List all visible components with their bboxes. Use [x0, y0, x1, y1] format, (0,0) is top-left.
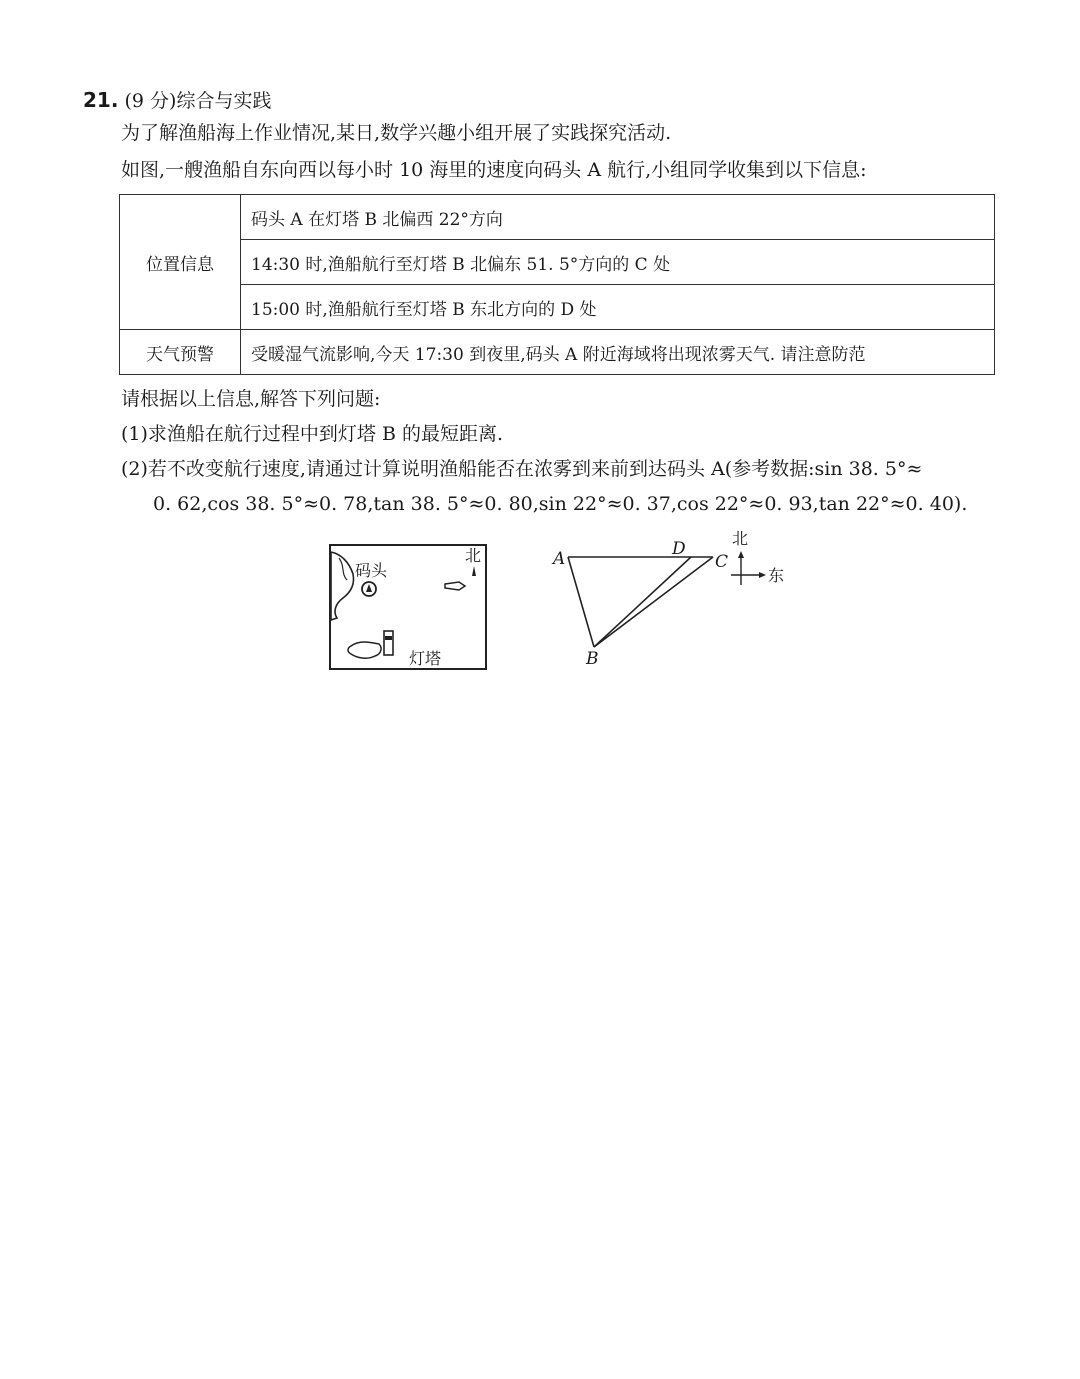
- question-header: 21. (9 分)综合与实践: [83, 88, 272, 112]
- north-label-left: 北: [465, 546, 482, 565]
- lighthouse-icon: [384, 631, 393, 655]
- lighthouse-band: [385, 636, 392, 640]
- weather-warning-label: 天气预警: [120, 330, 241, 375]
- point-B-label: B: [586, 649, 599, 669]
- position-row-1: 码头 A 在灯塔 B 北偏西 22°方向: [241, 195, 995, 240]
- description-text: 如图,一艘渔船自东向西以每小时 10 海里的速度向码头 A 航行,小组同学收集到以下信息:: [121, 159, 867, 181]
- north-label-right: 北: [732, 529, 749, 548]
- part-2-text-line-2: 0. 62,cos 38. 5°≈0. 78,tan 38. 5°≈0. 80,sin 22°≈0. 37,cos 22°≈0. 93,tan 22°≈0. 40).: [153, 493, 968, 515]
- east-arrow-icon: [759, 572, 766, 578]
- question-number: 21: [83, 88, 111, 112]
- point-D-label: D: [672, 539, 686, 559]
- prompt-text: 请根据以上信息,解答下列问题:: [121, 388, 381, 410]
- table-row: [120, 285, 995, 330]
- weather-warning-text: 受暖湿气流影响,今天 17:30 到夜里,码头 A 附近海域将出现浓雾天气. 请注意防范: [241, 330, 995, 375]
- island-outline: [348, 642, 381, 658]
- part-1-text: (1)求渔船在航行过程中到灯塔 B 的最短距离.: [121, 423, 503, 445]
- boat-icon: [445, 582, 465, 590]
- line-BD: [594, 557, 691, 647]
- line-BC: [594, 557, 713, 647]
- table-row: [120, 330, 995, 375]
- question-topic: 综合与实践: [176, 90, 272, 112]
- question-score: (9 分): [124, 90, 177, 112]
- position-row-2: 14:30 时,渔船航行至灯塔 B 北偏东 51. 5°方向的 C 处: [241, 240, 995, 285]
- geometry-diagram: [548, 527, 798, 672]
- point-C-label: C: [715, 552, 729, 572]
- line-AB: [568, 557, 594, 647]
- point-A-label: A: [553, 549, 566, 569]
- intro-text: 为了解渔船海上作业情况,某日,数学兴趣小组开展了实践探究活动.: [121, 122, 672, 144]
- table-row: [120, 195, 995, 240]
- info-table: [119, 194, 995, 375]
- part-2-text-line-1: (2)若不改变航行速度,请通过计算说明渔船能否在浓雾到来前到达码头 A(参考数据:sin 38. 5°≈: [121, 458, 923, 480]
- table-row: [120, 240, 995, 285]
- east-label: 东: [768, 566, 785, 585]
- position-info-label: 位置信息: [120, 195, 241, 330]
- dock-label: 码头: [355, 561, 388, 580]
- lighthouse-label: 灯塔: [409, 649, 442, 668]
- map-illustration: [329, 544, 487, 670]
- north-arrow-icon: [738, 551, 744, 558]
- position-row-3: 15:00 时,渔船航行至灯塔 B 东北方向的 D 处: [241, 285, 995, 330]
